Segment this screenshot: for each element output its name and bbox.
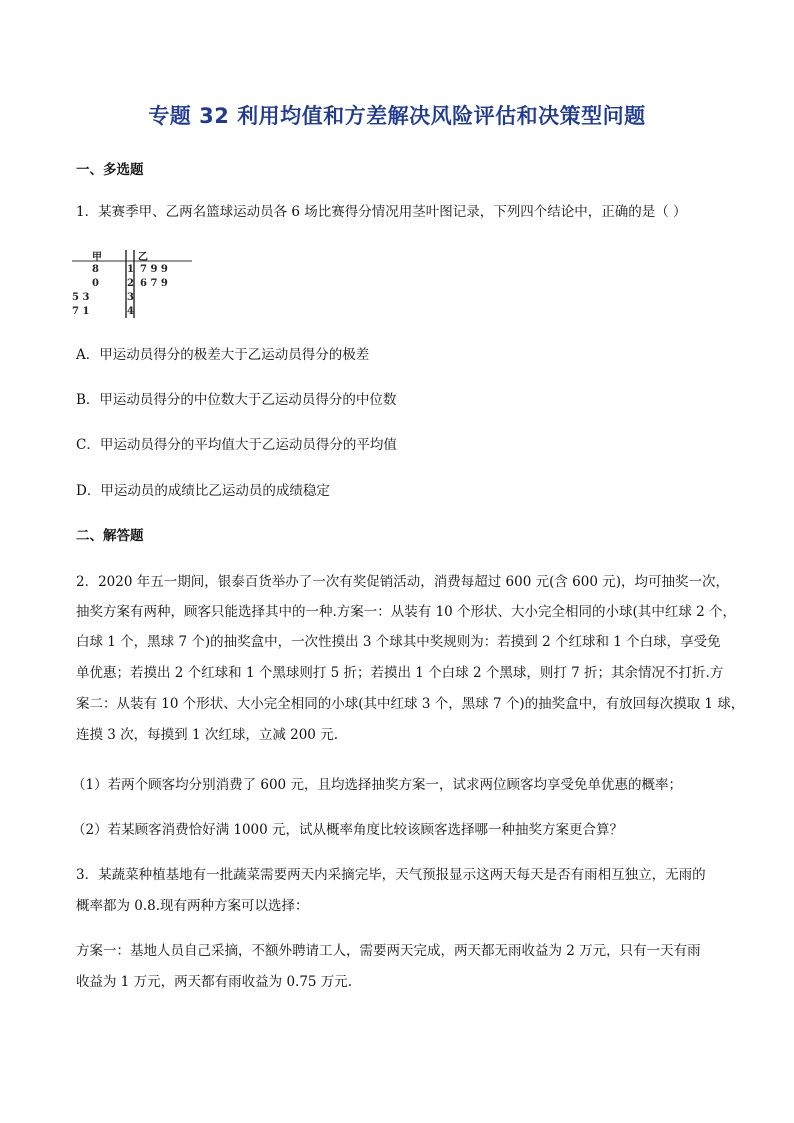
question-2-line: 单优惠；若摸出 2 个红球和 1 个黑球则打 5 折；若摸出 1 个白球 2 个黑球，则打 7 折；其余情况不打折.方 bbox=[76, 665, 724, 681]
stem-leaf-row-3-stem: 3 bbox=[127, 292, 134, 303]
stem-leaf-row-2-left: 0 bbox=[92, 278, 99, 289]
option-c: C．甲运动员得分的平均值大于乙运动员得分的平均值 bbox=[76, 437, 397, 453]
question-2-line: 连摸 3 次，每摸到 1 次红球，立减 200 元. bbox=[76, 727, 338, 743]
question-2-part-1: （1）若两个顾客均分别消费了 600 元，且均选择抽奖方案一，试求两位顾客均享受免单优惠的概率； bbox=[72, 777, 682, 793]
stem-leaf-row-1-left: 8 bbox=[92, 264, 99, 275]
stem-leaf-row-1-stem: 1 bbox=[127, 264, 134, 275]
option-a: A．甲运动员得分的极差大于乙运动员得分的极差 bbox=[76, 347, 370, 363]
stem-leaf-row-4-left: 7 1 bbox=[72, 306, 90, 317]
stem-leaf-row-1-right: 7 9 9 bbox=[140, 264, 168, 275]
question-2-line: 白球 1 个，黑球 7 个)的抽奖盒中，一次性摸出 3 个球其中奖规则为：若摸到 2 个红球和 1 个白球，享受免 bbox=[76, 634, 721, 650]
section-heading-multiple-choice: 一、多选题 bbox=[76, 162, 144, 178]
question-2-part-2: （2）若某顾客消费恰好满 1000 元，试从概率角度比较该顾客选择哪一种抽奖方案更合算？ bbox=[72, 822, 624, 838]
page-title: 专题 32 利用均值和方差解决风险评估和决策型问题 bbox=[148, 104, 646, 128]
stem-leaf-row-2-stem: 2 bbox=[127, 278, 134, 289]
question-2-line: 案二：从装有 10 个形状、大小完全相同的小球(其中红球 3 个，黑球 7 个)的抽奖盒中，有放回每次摸取 1 球， bbox=[76, 696, 745, 712]
question-3-line: 概率都为 0.8.现有两种方案可以选择： bbox=[76, 898, 309, 914]
question-3-plan-1-line: 收益为 1 万元，两天都有雨收益为 0.75 万元. bbox=[76, 974, 353, 990]
stem-leaf-lines bbox=[70, 248, 200, 320]
stem-leaf-header-left: 甲 bbox=[92, 252, 102, 263]
question-3-line: 3．某蔬菜种植基地有一批蔬菜需要两天内采摘完毕，天气预报显示这两天每天是否有雨相互独立，无雨的 bbox=[76, 867, 706, 883]
question-2-line: 抽奖方案有两种，顾客只能选择其中的一种.方案一：从装有 10 个形状、大小完全相同的小球(其中红球 2 个， bbox=[76, 604, 736, 620]
question-2-line: 2．2020 年五一期间，银泰百货举办了一次有奖促销活动，消费每超过 600 元(含 600 元)，均可抽奖一次， bbox=[76, 574, 729, 590]
stem-leaf-row-4-stem: 4 bbox=[127, 306, 134, 317]
question-3-plan-1-line: 方案一：基地人员自己采摘，不额外聘请工人，需要两天完成，两天都无雨收益为 2 万元，只有一天有雨 bbox=[76, 943, 701, 959]
section-heading-answer: 二、解答题 bbox=[76, 528, 144, 544]
option-b: B．甲运动员得分的中位数大于乙运动员得分的中位数 bbox=[76, 392, 397, 408]
stem-leaf-row-3-left: 5 3 bbox=[72, 292, 90, 303]
question-1-stem: 1．某赛季甲、乙两名篮球运动员各 6 场比赛得分情况用茎叶图记录，下列四个结论中，正确的是（ ） bbox=[76, 204, 687, 220]
stem-leaf-header-right: 乙 bbox=[138, 252, 148, 263]
stem-leaf-figure bbox=[70, 248, 200, 318]
option-d: D．甲运动员的成绩比乙运动员的成绩稳定 bbox=[76, 483, 330, 499]
stem-leaf-row-2-right: 6 7 9 bbox=[140, 278, 168, 289]
